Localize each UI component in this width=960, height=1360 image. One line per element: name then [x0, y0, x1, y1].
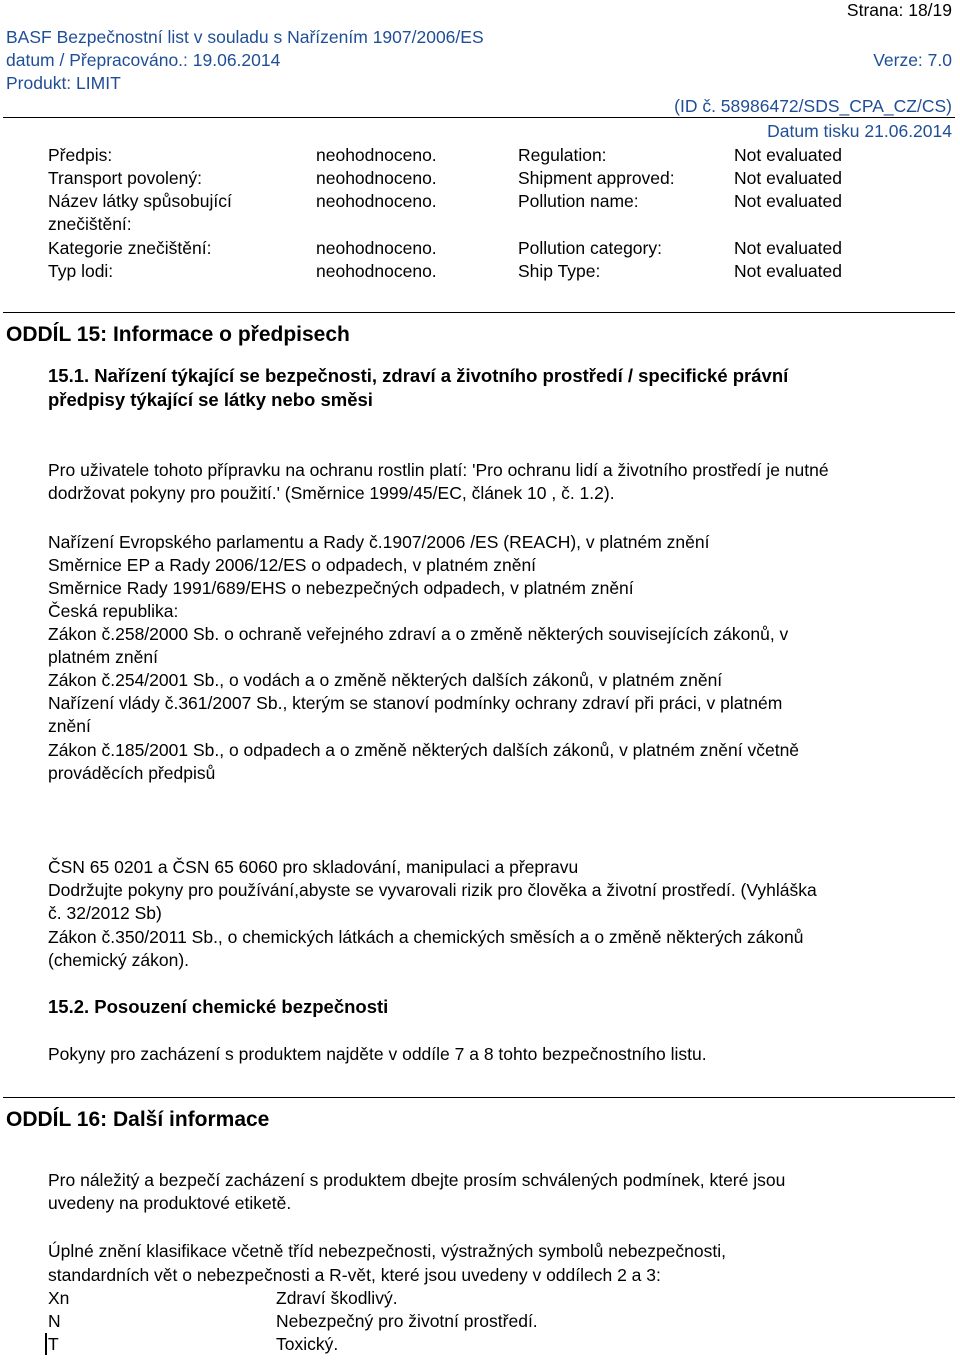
symbol-description: Zdraví škodlivý. [276, 1288, 398, 1308]
row-en-value: Not evaluated [734, 168, 842, 188]
row-value: neohodnoceno. [316, 191, 437, 211]
section-15-title: ODDÍL 15: Informace o předpisech [6, 323, 350, 346]
print-date: Datum tisku 21.06.2014 [767, 121, 952, 141]
regulation-line: prováděcích předpisů [48, 763, 216, 783]
row-en-label: Pollution name: [518, 191, 639, 211]
product-name: Produkt: LIMIT [6, 73, 121, 93]
regulation-line: platném znění [48, 647, 158, 667]
row-label: Transport povolený: [48, 168, 203, 188]
row-en-value: Not evaluated [734, 261, 842, 281]
row-label: Předpis: [48, 145, 113, 165]
row-value: neohodnoceno. [316, 145, 437, 165]
regulation-line: Česká republika: [48, 601, 179, 621]
section-divider [3, 1097, 955, 1098]
storage-line: (chemický zákon). [48, 950, 190, 970]
paragraph-line: Pokyny pro zacházení s produktem najděte v oddíle 7 a 8 tohto bezpečnostního listu. [48, 1044, 707, 1064]
row-en-value: Not evaluated [734, 145, 842, 165]
row-label: Typ lodi: [48, 261, 114, 281]
regulation-line: Zákon č.185/2001 Sb., o odpadech a o změně některých dalších zákonů, v platném znění včetně [48, 740, 800, 760]
paragraph-line: Pro náležitý a bezpečí zacházení s produktem dbejte prosím schválených podmínek, které jsou [48, 1170, 786, 1190]
row-en-label: Regulation: [518, 145, 607, 165]
row-label: Název látky spůsobující [48, 191, 232, 211]
header-divider [3, 117, 955, 118]
row-label-line2: znečištění: [48, 214, 132, 234]
row-en-value: Not evaluated [734, 191, 842, 211]
section-divider [3, 312, 955, 313]
row-label: Kategorie znečištění: [48, 238, 212, 258]
row-value: neohodnoceno. [316, 238, 437, 258]
storage-line: Zákon č.350/2011 Sb., o chemických látkách a chemických směsích a o změně některých zákonů [48, 927, 804, 947]
row-value: neohodnoceno. [316, 168, 437, 188]
page-number: Strana: 18/19 [846, 0, 952, 20]
text-cursor [45, 1333, 47, 1355]
symbol-code: T [48, 1334, 59, 1354]
row-value: neohodnoceno. [316, 261, 437, 281]
revision-date: datum / Přepracováno.: 19.06.2014 [6, 50, 281, 70]
regulation-line: znění [48, 716, 91, 736]
paragraph-line: uvedeny na produktové etiketě. [48, 1193, 292, 1213]
paragraph-line: Úplné znění klasifikace včetně tříd nebezpečnosti, výstražných symbolů nebezpečnosti, [48, 1241, 726, 1261]
regulation-line: Nařízení vlády č.361/2007 Sb., kterým se stanoví podmínky ochrany zdraví při práci, v platném [48, 693, 783, 713]
paragraph-line: dodržovat pokyny pro použití.' (Směrnice 1999/45/EC, článek 10 , č. 1.2). [48, 483, 615, 503]
row-en-value: Not evaluated [734, 238, 842, 258]
storage-line: Dodržujte pokyny pro používání,abyste se vyvarovali rizik pro člověka a životní prostředí. (Vyhláška [48, 880, 817, 900]
storage-line: č. 32/2012 Sb) [48, 903, 162, 923]
regulation-line: Směrnice Rady 1991/689/EHS o nebezpečných odpadech, v platném znění [48, 578, 634, 598]
subsection-15-1-title-line2: předpisy týkající se látky nebo směsi [48, 389, 373, 410]
symbol-code: Xn [48, 1288, 70, 1308]
symbol-code: N [48, 1311, 61, 1331]
subsection-15-1-title-line1: 15.1. Nařízení týkající se bezpečnosti, zdraví a životního prostředí / specifické právní [48, 365, 789, 386]
symbol-description: Toxický. [276, 1334, 339, 1354]
regulation-line: Nařízení Evropského parlamentu a Rady č.1907/2006 /ES (REACH), v platném znění [48, 532, 710, 552]
regulation-line: Zákon č.258/2000 Sb. o ochraně veřejného zdraví a o změně některých souvisejících zákonů, v [48, 624, 789, 644]
document-id: (ID č. 58986472/SDS_CPA_CZ/CS) [674, 96, 952, 116]
paragraph-line: standardních vět o nebezpečnosti a R-vět, které jsou uvedeny v oddílech 2 a 3: [48, 1265, 661, 1285]
section-16-title: ODDÍL 16: Další informace [6, 1108, 270, 1131]
row-en-label: Ship Type: [518, 261, 601, 281]
symbol-description: Nebezpečný pro životní prostředí. [276, 1311, 538, 1331]
row-en-label: Pollution category: [518, 238, 662, 258]
version: Verze: 7.0 [873, 50, 952, 70]
subsection-15-2-title: 15.2. Posouzení chemické bezpečnosti [48, 996, 389, 1017]
storage-line: ČSN 65 0201 a ČSN 65 6060 pro skladování, manipulaci a přepravu [48, 857, 579, 877]
document-title: BASF Bezpečnostní list v souladu s Nařízením 1907/2006/ES [6, 27, 484, 47]
regulation-line: Zákon č.254/2001 Sb., o vodách a o změně některých dalších zákonů, v platném znění [48, 670, 723, 690]
paragraph-line: Pro uživatele tohoto přípravku na ochranu rostlin platí: 'Pro ochranu lidí a životního prostředí je nutné [48, 460, 829, 480]
regulation-line: Směrnice EP a Rady 2006/12/ES o odpadech, v platném znění [48, 555, 537, 575]
row-en-label: Shipment approved: [518, 168, 675, 188]
